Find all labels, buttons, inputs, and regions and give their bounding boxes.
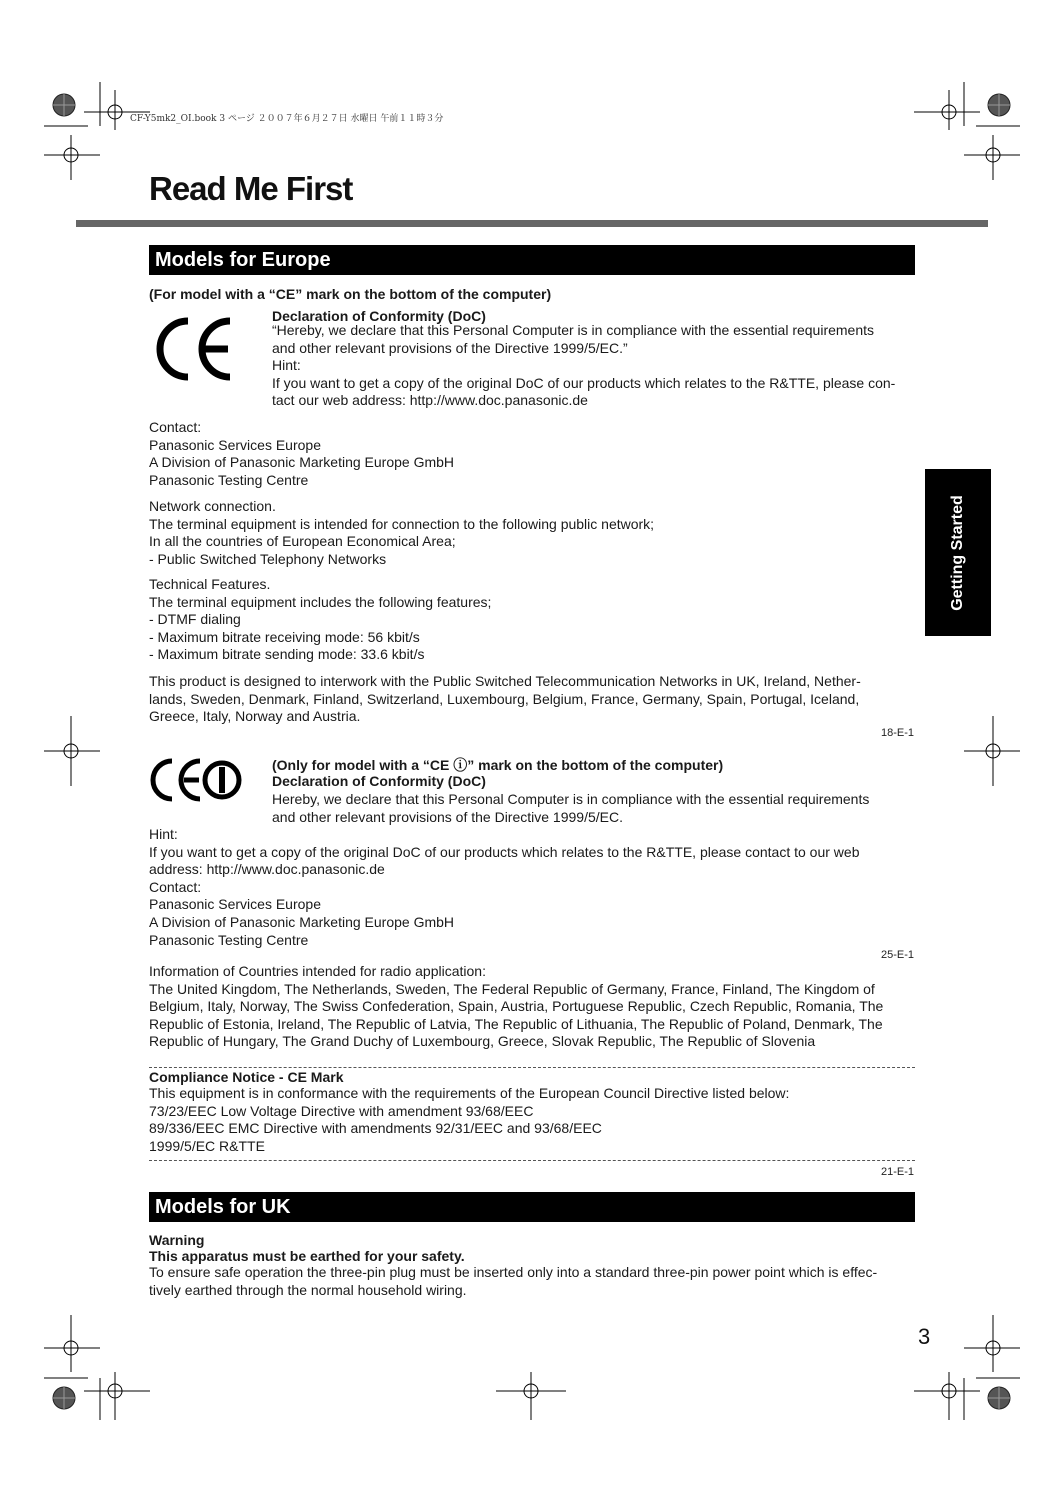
page-title: Read Me First — [149, 170, 353, 207]
side-tab — [925, 469, 991, 636]
code-21-e-1: 21-E-1 — [880, 1166, 914, 1178]
side-tab-label: Getting Started — [949, 494, 966, 611]
uk-warning: Warning — [149, 1232, 205, 1248]
ce-intro: (For model with a “CE” mark on the bottom of the computer) — [149, 286, 552, 302]
section-heading-europe: Models for Europe — [149, 245, 915, 275]
interwork-block: This product is designed to interwork with the Public Switched Telecommunication Networks in UK, Ireland, Nether- lands, Sweden, Denmark, Finland, Switzerland, Luxembourg, Belgium, France, Germany, Spain, Portugal, Iceland, Greece, Italy, Norway and Austria. — [149, 673, 861, 725]
contact-block: Contact: Panasonic Services Europe A Division of Panasonic Marketing Europe GmbH Panasonic Testing Centre — [149, 419, 455, 488]
compliance-title: Compliance Notice - CE Mark — [149, 1069, 344, 1085]
print-header-line: CF-Y5mk2_OI.book 3 ページ ２００７年６月２７日 水曜日 午前１１時３分 — [130, 114, 444, 124]
uk-earthed: This apparatus must be earthed for your safety. — [149, 1248, 465, 1264]
code-25-e-1: 25-E-1 — [880, 949, 914, 961]
dashed-divider-bottom — [149, 1160, 915, 1161]
section-heading-uk: Models for UK — [149, 1192, 915, 1222]
doc-title: Declaration of Conformity (DoC) — [272, 308, 486, 324]
code-18-e-1: 18-E-1 — [880, 727, 914, 739]
radio-countries-block: Information of Countries intended for radio application: The United Kingdom, The Netherlands, Sweden, The Federal Republic of Germany, France, Finland, The Kingdom of Belgium, Italy, Norway, The Swiss Confederation, Spain, Austria, Portuguese Republic, Czech Republic, Romania, The Republic of Estonia, Ireland, The Republic of Latvia, The Republic of Lithuania, The Republic of Poland, Denmark, The Republic of Hungary, The Grand Duchy of Luxembourg, Greece, Slovak Republic, The Republic of Slovenia — [149, 963, 884, 1050]
network-block: Network connection. The terminal equipment is intended for connection to the following public network; In all the countries of European Economical Area; - Public Switched Telephony Networks — [149, 498, 655, 567]
page-number: 3 — [918, 1324, 931, 1349]
title-rule — [76, 220, 988, 227]
cei-intro: (Only for model with a “CE ⓘ” mark on the bottom of the computer) — [272, 757, 724, 773]
hint-contact-block: Hint: If you want to get a copy of the original DoC of our products which relates to the R&TTE, please contact to our web address: http://www.doc.panasonic.de Contact: Panasonic Services Europe A Division of Panasonic Marketing Europe GmbH Panasonic Testing Centre — [149, 826, 860, 948]
dashed-divider-top — [149, 1067, 915, 1068]
doc-title-2: Declaration of Conformity (DoC) — [272, 773, 486, 789]
doc-text-2: Hereby, we declare that this Personal Computer is in compliance with the essential requirements and other relevant provisions of the Directive 1999/5/EC. — [272, 791, 870, 825]
ce-logo-icon — [152, 315, 232, 385]
ce-alert-logo-icon — [150, 757, 250, 807]
compliance-text: This equipment is in conformance with the requirements of the European Council Directive listed below: 73/23/EEC Low Voltage Directive with amendment 93/68/EEC 89/336/EEC EMC Directive with amendments 92/31/EEC and 93/68/EEC 1999/5/EC R&TTE — [149, 1085, 790, 1154]
technical-block: Technical Features. The terminal equipment includes the following features; - DTMF dialing - Maximum bitrate receiving mode: 56 kbit/s - Maximum bitrate sending mode: 33.6 kbit/s — [149, 576, 492, 663]
uk-text: To ensure safe operation the three-pin plug must be inserted only into a standard three-pin power point which is effec- tively earthed through the normal household wiring. — [149, 1264, 878, 1298]
doc-text: “Hereby, we declare that this Personal Computer is in compliance with the essential requirements and other relevant provisions of the Directive 1999/5/EC.” Hint: If you want to get a copy of the original DoC of our products which relates to the R&TTE, please con- tact our web address: http://www.doc.panasonic.de — [272, 322, 896, 409]
